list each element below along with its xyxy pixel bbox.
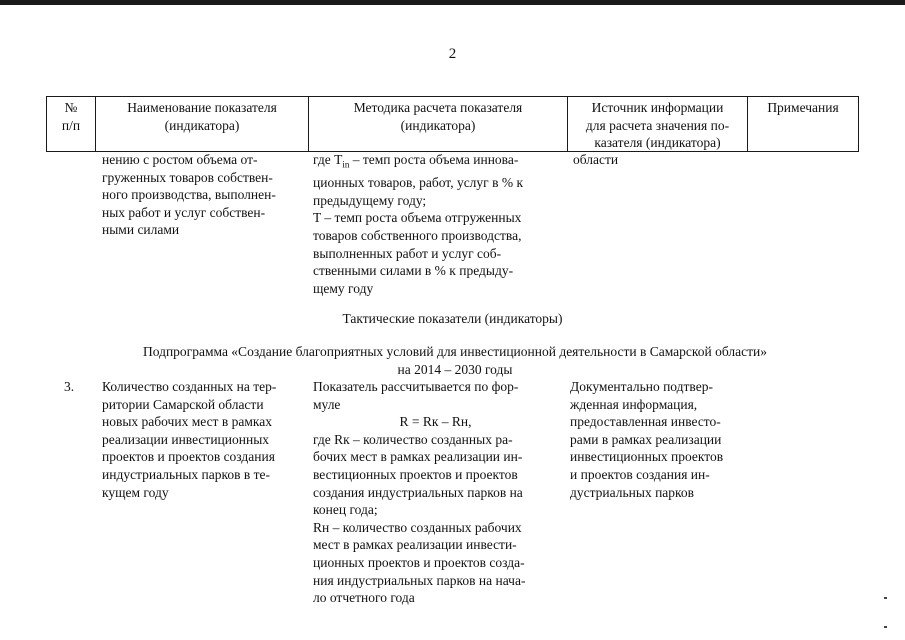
formula-definition-line: где $T_{in}$ – темп роста объема иннова- <box>313 152 519 170</box>
formula: R = Rк – Rн, <box>399 414 472 430</box>
row-source-cell: Документально подтвер- жденная информация, предоставленная инвесто- рами в рамках реализации инвестиционных проектов и проектов создания ин- дустриальных парков <box>570 379 724 500</box>
header-source-column: Источник информации для расчета значения по- казателя (индикатора) <box>585 100 730 151</box>
section-title: Тактические показатели (индикаторы) <box>342 311 563 326</box>
continuation-source-cell: области <box>573 152 619 167</box>
header-number-column: № п/п <box>61 100 81 133</box>
header-top-rule <box>46 96 859 97</box>
continuation-method-cell: где $T_{in}$ – темп роста объема иннова- ционных товаров, работ, услуг в % к предыдущему году; T – темп роста объема отгруженных товаров собственного производства, выполненных работ и услуг соб- ственными силами в % к предыду- щему году <box>313 151 558 297</box>
header-name-column: Наименование показателя (индикатора) <box>127 100 277 133</box>
scan-speck <box>884 597 887 599</box>
header-method-column: Методика расчета показателя (индикатора) <box>353 100 523 133</box>
row-method-cell: Показатель рассчитывается по фор- муле R = Rк – Rн, где Rк – количество созданных ра- бочих мест в рамках реализации ин- вестиционных проектов и проектов создания индустриальных парков на конец года; Rн – количество созданных рабочих мест в рамках реализации инвести- ционных проектов и проектов созда- ния индустриальных парков на нача- ло отчетного года <box>313 378 558 607</box>
header-notes-column: Примечания <box>767 100 839 115</box>
scan-border-top <box>0 0 905 5</box>
page-number: 2 <box>448 46 457 62</box>
scan-speck <box>884 626 887 628</box>
row-number: 3. <box>64 379 75 394</box>
subprogram-heading: Подпрограмма «Создание благоприятных условий для инвестиционной деятельности в Самарской области» на 2014 – 2030 годы <box>142 344 768 377</box>
header-col-divider <box>858 96 859 152</box>
row-name-cell: Количество созданных на тер- ритории Самарской области новых рабочих мест в рамках реализации инвестиционных проектов и проектов создания индустриальных парков в те- кущем году <box>102 379 277 500</box>
continuation-name-cell: нению с ростом объема от- груженных товаров собствен- ного производства, выполнен- ных работ и услуг собствен- ными силами <box>102 152 276 238</box>
